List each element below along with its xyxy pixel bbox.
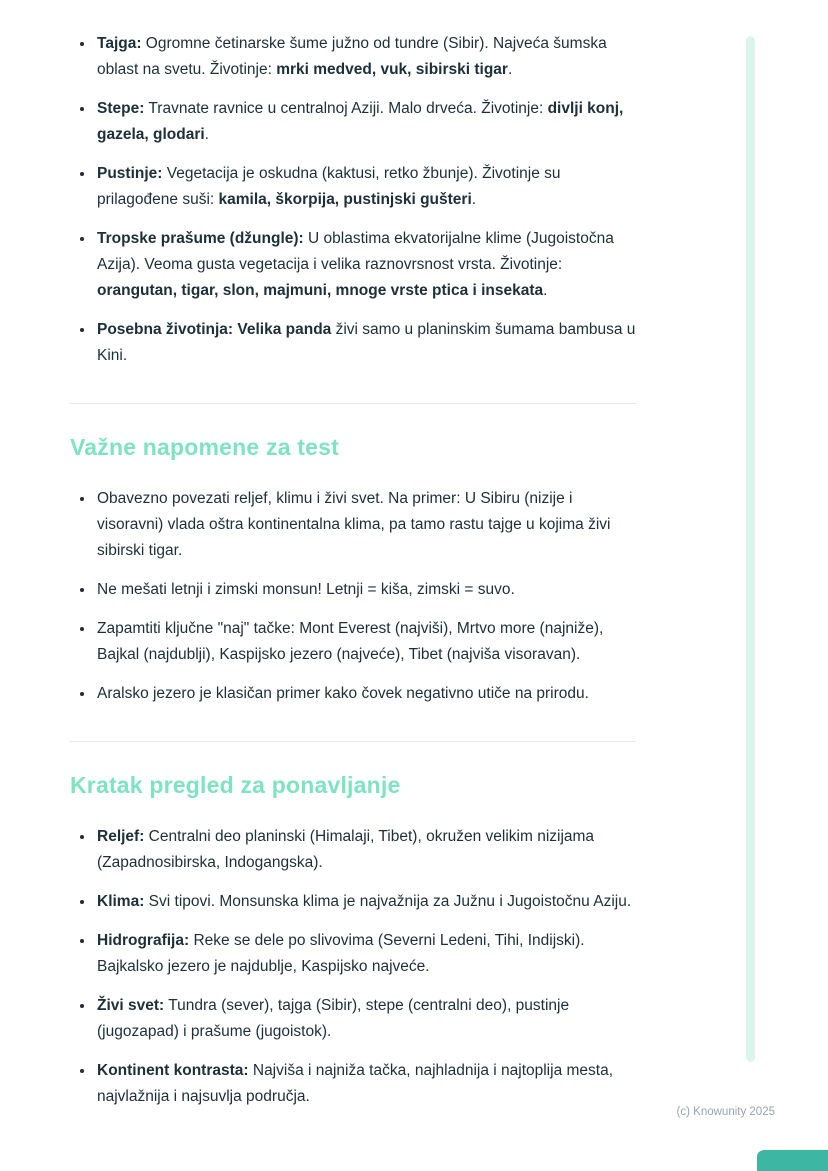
text-segment: Travnate ravnice u centralnoj Aziji. Malo drveća. Životinje: — [144, 100, 548, 117]
list-item — [95, 225, 636, 304]
text-segment: Tundra (sever), tajga (Sibir), stepe (centralni deo), pustinje (jugozapad) i prašume (jugoistok). — [97, 997, 570, 1040]
bold-text-segment: Pustinje: — [97, 165, 163, 182]
list-item — [95, 680, 636, 707]
text-segment: Najviša i najniža tačka, najhladnija i najtoplija mesta, najvlažnija i najsuvlja područja. — [97, 1062, 614, 1105]
text-segment: Reke se dele po slivovima (Severni Ledeni, Tihi, Indijski). Bajkalsko jezero je najdublje, Kaspijsko najveće. — [97, 932, 585, 975]
text-segment: Aralsko jezero je klasičan primer kako čovek negativno utiče na prirodu. — [97, 685, 589, 702]
biomes-list — [70, 30, 636, 369]
text-segment: Zapamtiti ključne "naj" tačke: Mont Everest (najviši), Mrtvo more (najniže), Bajkal (najdublji), Kaspijsko jezero (najveće), Tibet (najviša visoravan). — [97, 620, 604, 663]
text-segment: Vegetacija je oskudna (kaktusi, retko žbunje). Životinje su prilagođene suši: — [97, 165, 561, 208]
list-item — [95, 576, 636, 603]
text-segment: . — [204, 126, 209, 143]
bold-text-segment: Reljef: — [97, 828, 145, 845]
list-item — [95, 927, 636, 980]
list-item — [95, 888, 636, 915]
bottom-right-corner-accent — [757, 1150, 828, 1171]
section-heading-review: Kratak pregled za ponavljanje — [70, 772, 401, 798]
text-segment: . — [471, 191, 477, 208]
notes-list — [70, 485, 636, 707]
list-item — [95, 30, 636, 83]
text-segment: živi samo u planinskim šumama bambusa u Kini. — [97, 321, 636, 364]
review-list — [70, 823, 636, 1110]
bold-text-segment: Klima: — [97, 893, 145, 910]
bold-text-segment: Posebna životinja: Velika panda — [97, 321, 332, 338]
text-segment: . — [543, 282, 548, 299]
section-divider — [70, 403, 636, 404]
text-segment: U oblastima ekvatorijalne klime (Jugoistočna Azija). Veoma gusta vegetacija i velika raznovrsnost vrsta. Životinje: — [97, 230, 614, 273]
section-divider — [70, 741, 636, 742]
bold-text-segment: Hidrografija: — [97, 932, 190, 949]
bold-text-segment: mrki medved, vuk, sibirski tigar — [276, 61, 508, 78]
document-content — [70, 30, 636, 1122]
list-item — [95, 1057, 636, 1110]
bold-text-segment: Tropske prašume (džungle): — [97, 230, 304, 247]
section-heading-notes: Važne napomene za test — [70, 434, 339, 460]
text-segment: Ogromne četinarske šume južno od tundre (Sibir). Najveća šumska oblast na svetu. Životinje: — [97, 35, 607, 78]
bold-text-segment: divlji konj, gazela, glodari — [97, 100, 624, 143]
text-segment: Centralni deo planinski (Himalaji, Tibet), okružen velikim nizijama (Zapadnosibirska, Indogangska). — [97, 828, 595, 871]
list-item — [95, 823, 636, 876]
right-accent-bar — [746, 36, 755, 1062]
text-segment: Obavezno povezati reljef, klimu i živi svet. Na primer: U Sibiru (nizije i visoravni) vlada oštra kontinentalna klima, pa tamo rastu tajge u kojima živi sibirski tigar. — [97, 490, 611, 559]
bold-text-segment: Stepe: — [97, 100, 145, 117]
list-item — [95, 485, 636, 564]
bold-text-segment: Živi svet: — [97, 997, 165, 1014]
bold-text-segment: orangutan, tigar, slon, majmuni, mnoge vrste ptica i insekata — [97, 282, 544, 299]
list-item — [95, 316, 636, 369]
list-item — [95, 160, 636, 213]
bold-text-segment: Kontinent kontrasta: — [97, 1062, 249, 1079]
text-segment: . — [507, 61, 513, 78]
list-item — [95, 95, 636, 148]
page-footer: (c) Knowunity 2025 — [676, 1106, 775, 1118]
text-segment: Ne mešati letnji i zimski monsun! Letnji = kiša, zimski = suvo. — [97, 581, 515, 598]
bold-text-segment: Tajga: — [97, 35, 142, 52]
text-segment: Svi tipovi. Monsunska klima je najvažnija za Južnu i Jugoistočnu Aziju. — [144, 893, 632, 910]
bold-text-segment: kamila, škorpija, pustinjski gušteri — [218, 191, 472, 208]
list-item — [95, 615, 636, 668]
list-item — [95, 992, 636, 1045]
